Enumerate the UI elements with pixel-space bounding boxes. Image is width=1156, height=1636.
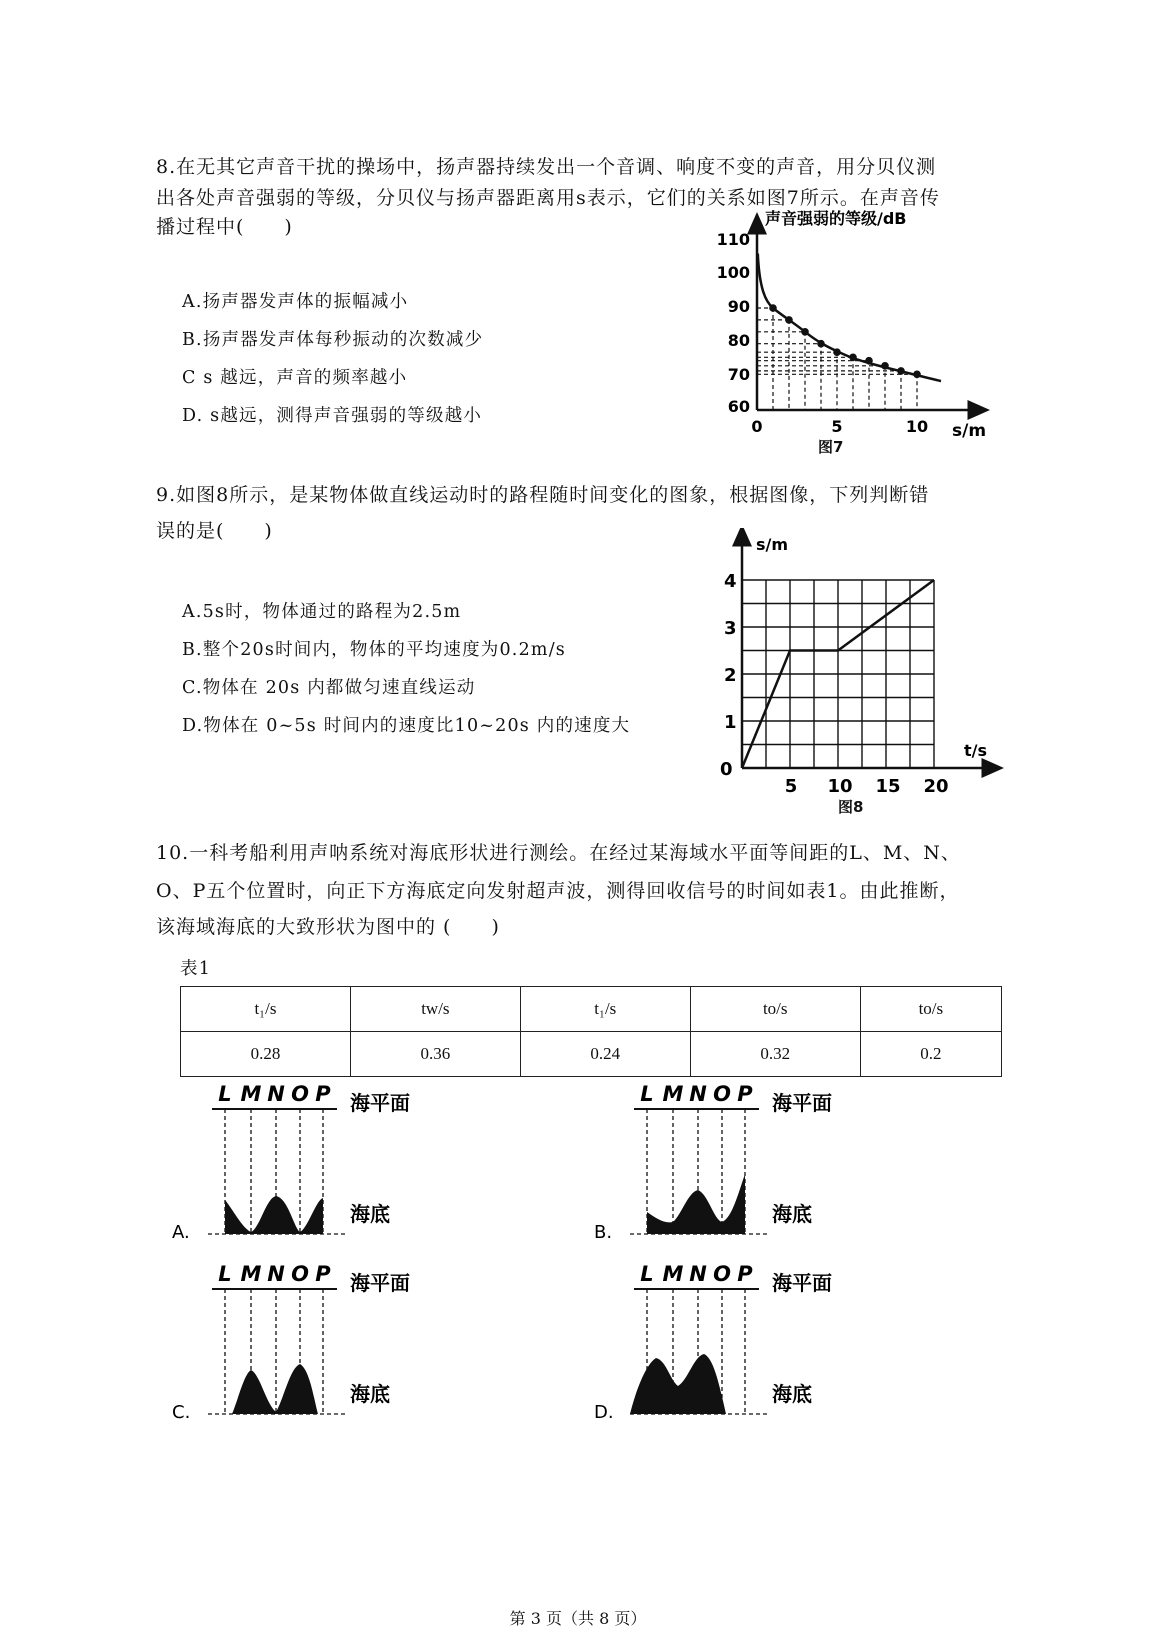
option-b-label: B. xyxy=(594,1222,613,1243)
q9-line-1: 9.如图8所示，是某物体做直线运动时的路程随时间变化的图象，根据图像，下列判断错 xyxy=(156,484,930,506)
page-footer: 第 3 页（共 8 页） xyxy=(509,1609,647,1628)
fig7-ytick-100: 100 xyxy=(716,263,750,282)
fig7-point-1 xyxy=(769,304,777,312)
table-value-cell: 0.2 xyxy=(860,1032,1001,1077)
point-p-label: P xyxy=(315,1262,331,1286)
fig8-x-label: t/s xyxy=(964,741,988,760)
point-m-label: M xyxy=(662,1082,684,1106)
fig8-ytick-3: 3 xyxy=(724,618,737,639)
fig7-xtick-5: 5 xyxy=(831,417,843,436)
fig7-ytick-80: 80 xyxy=(727,331,750,350)
fig7-ytick-60: 60 xyxy=(727,397,750,416)
table-header-cell: t₁/s xyxy=(520,987,690,1032)
fig7-point-5 xyxy=(833,348,841,356)
point-p-label: P xyxy=(315,1082,331,1106)
fig7-ytick-90: 90 xyxy=(727,297,750,316)
option-a-label: A. xyxy=(172,1222,190,1243)
fig7-xtick-10: 10 xyxy=(905,417,929,436)
fig8-xtick-5: 5 xyxy=(784,776,798,797)
point-m-label: M xyxy=(662,1262,684,1286)
q10-line-1: 10.一科考船利用声呐系统对海底形状进行测绘。在经过某海域水平面等间距的L、M、N、 xyxy=(156,842,961,864)
fig7-guide-lines xyxy=(757,308,917,410)
option-c-label: C. xyxy=(172,1402,191,1423)
point-l-label: L xyxy=(218,1082,232,1106)
fig7-data-points xyxy=(769,304,921,378)
fig7-point-4 xyxy=(817,340,825,348)
q9-option-b: B.整个20s时间内，物体的平均速度为0.2m/s xyxy=(182,640,566,660)
fig8-ytick-4: 4 xyxy=(724,571,737,592)
fig7-point-9 xyxy=(897,367,905,375)
table-header-row xyxy=(181,987,1002,1032)
point-n-label: N xyxy=(689,1262,707,1286)
q8-option-a: A.扬声器发声体的振幅减小 xyxy=(182,292,409,312)
fig7-point-8 xyxy=(881,362,889,370)
seafloor-shape-c xyxy=(232,1364,318,1414)
table-value-cell: 0.36 xyxy=(350,1032,520,1077)
q8-line-3: 播过程中( ) xyxy=(156,216,293,238)
figure-8 xyxy=(718,528,1008,822)
table-value-cell: 0.24 xyxy=(520,1032,690,1077)
seafloor-diagram-a xyxy=(172,1082,472,1252)
sea-level-label: 海平面 xyxy=(350,1091,410,1115)
fig7-point-10 xyxy=(913,371,921,379)
fig8-ytick-0: 0 xyxy=(720,759,733,780)
q9-option-d: D.物体在 0~5s 时间内的速度比10~20s 内的速度大 xyxy=(182,716,631,736)
point-m-label: M xyxy=(240,1082,262,1106)
point-l-label: L xyxy=(640,1082,654,1106)
seafloor-shape-a xyxy=(225,1196,323,1234)
point-o-label: O xyxy=(713,1082,731,1106)
fig7-x-label: s/m xyxy=(952,421,987,441)
table-value-row xyxy=(181,1032,1002,1077)
point-m-label: M xyxy=(240,1262,262,1286)
fig8-xtick-20: 20 xyxy=(923,776,949,797)
table-1 xyxy=(180,986,1002,1077)
q8-option-d: D. s越远，测得声音强弱的等级越小 xyxy=(182,406,483,426)
table-1-title: 表1 xyxy=(180,959,212,979)
table-value-cell: 0.28 xyxy=(181,1032,351,1077)
q8-option-c: C s 越远，声音的频率越小 xyxy=(182,368,408,388)
fig8-ytick-2: 2 xyxy=(724,665,737,686)
q8-line-1: 8.在无其它声音干扰的操场中，扬声器持续发出一个音调、响度不变的声音，用分贝仪测 xyxy=(156,156,937,178)
point-p-label: P xyxy=(737,1082,753,1106)
point-n-label: N xyxy=(267,1262,285,1286)
q8-line-2: 出各处声音强弱的等级，分贝仪与扬声器距离用s表示，它们的关系如图7所示。在声音传 xyxy=(156,187,940,209)
point-n-label: N xyxy=(267,1082,285,1106)
fig8-caption: 图8 xyxy=(838,798,864,816)
seafloor-shape-d xyxy=(630,1354,726,1414)
sea-level-label: 海平面 xyxy=(350,1271,410,1295)
fig7-fit-curve xyxy=(758,254,941,382)
q10-line-2: O、P五个位置时，向正下方海底定向发射超声波，测得回收信号的时间如表1。由此推断， xyxy=(156,880,960,902)
table-header-cell: to/s xyxy=(690,987,860,1032)
sea-level-label: 海平面 xyxy=(772,1091,832,1115)
sea-level-label: 海平面 xyxy=(772,1271,832,1295)
fig8-y-label: s/m xyxy=(756,535,789,554)
point-o-label: O xyxy=(713,1262,731,1286)
fig7-caption: 图7 xyxy=(818,438,844,456)
fig8-xtick-10: 10 xyxy=(827,776,853,797)
table-header-cell: tw/s xyxy=(350,987,520,1032)
fig7-ytick-110: 110 xyxy=(716,230,750,249)
table-header-cell: t₁/s xyxy=(181,987,351,1032)
fig8-ytick-1: 1 xyxy=(724,712,737,733)
fig7-point-6 xyxy=(849,354,857,362)
point-p-label: P xyxy=(737,1262,753,1286)
q8-option-b: B.扬声器发声体每秒振动的次数减少 xyxy=(182,330,484,350)
q9-option-c: C.物体在 20s 内都做匀速直线运动 xyxy=(182,678,476,698)
seafloor-diagram-b xyxy=(594,1082,894,1252)
q10-line-3: 该海域海底的大致形状为图中的 ( ) xyxy=(156,916,500,938)
figure-7 xyxy=(700,210,1000,464)
sea-floor-label: 海底 xyxy=(772,1382,812,1406)
point-l-label: L xyxy=(640,1262,654,1286)
point-n-label: N xyxy=(689,1082,707,1106)
fig7-xtick-0: 0 xyxy=(751,417,763,436)
seafloor-shape-b xyxy=(647,1174,745,1234)
seafloor-diagram-c xyxy=(172,1262,472,1432)
sea-floor-label: 海底 xyxy=(772,1202,812,1226)
figure-7-chart xyxy=(700,210,1000,460)
fig7-y-label: 声音强弱的等级/dB xyxy=(765,210,907,228)
q9-option-a: A.5s时，物体通过的路程为2.5m xyxy=(182,602,462,622)
sea-floor-label: 海底 xyxy=(350,1202,390,1226)
q9-line-2: 误的是( ) xyxy=(156,520,273,542)
table-header-cell: to/s xyxy=(860,987,1001,1032)
point-l-label: L xyxy=(218,1262,232,1286)
point-o-label: O xyxy=(291,1262,309,1286)
option-d-label: D. xyxy=(594,1402,614,1423)
fig7-point-3 xyxy=(801,328,809,336)
fig8-grid xyxy=(742,580,934,768)
fig7-point-7 xyxy=(865,357,873,365)
table-value-cell: 0.32 xyxy=(690,1032,860,1077)
fig8-xtick-15: 15 xyxy=(875,776,901,797)
point-o-label: O xyxy=(291,1082,309,1106)
figure-8-chart xyxy=(718,528,1008,818)
sea-floor-label: 海底 xyxy=(350,1382,390,1406)
fig7-ytick-70: 70 xyxy=(727,365,750,384)
fig7-point-2 xyxy=(785,316,793,324)
seafloor-diagram-d xyxy=(594,1262,894,1432)
